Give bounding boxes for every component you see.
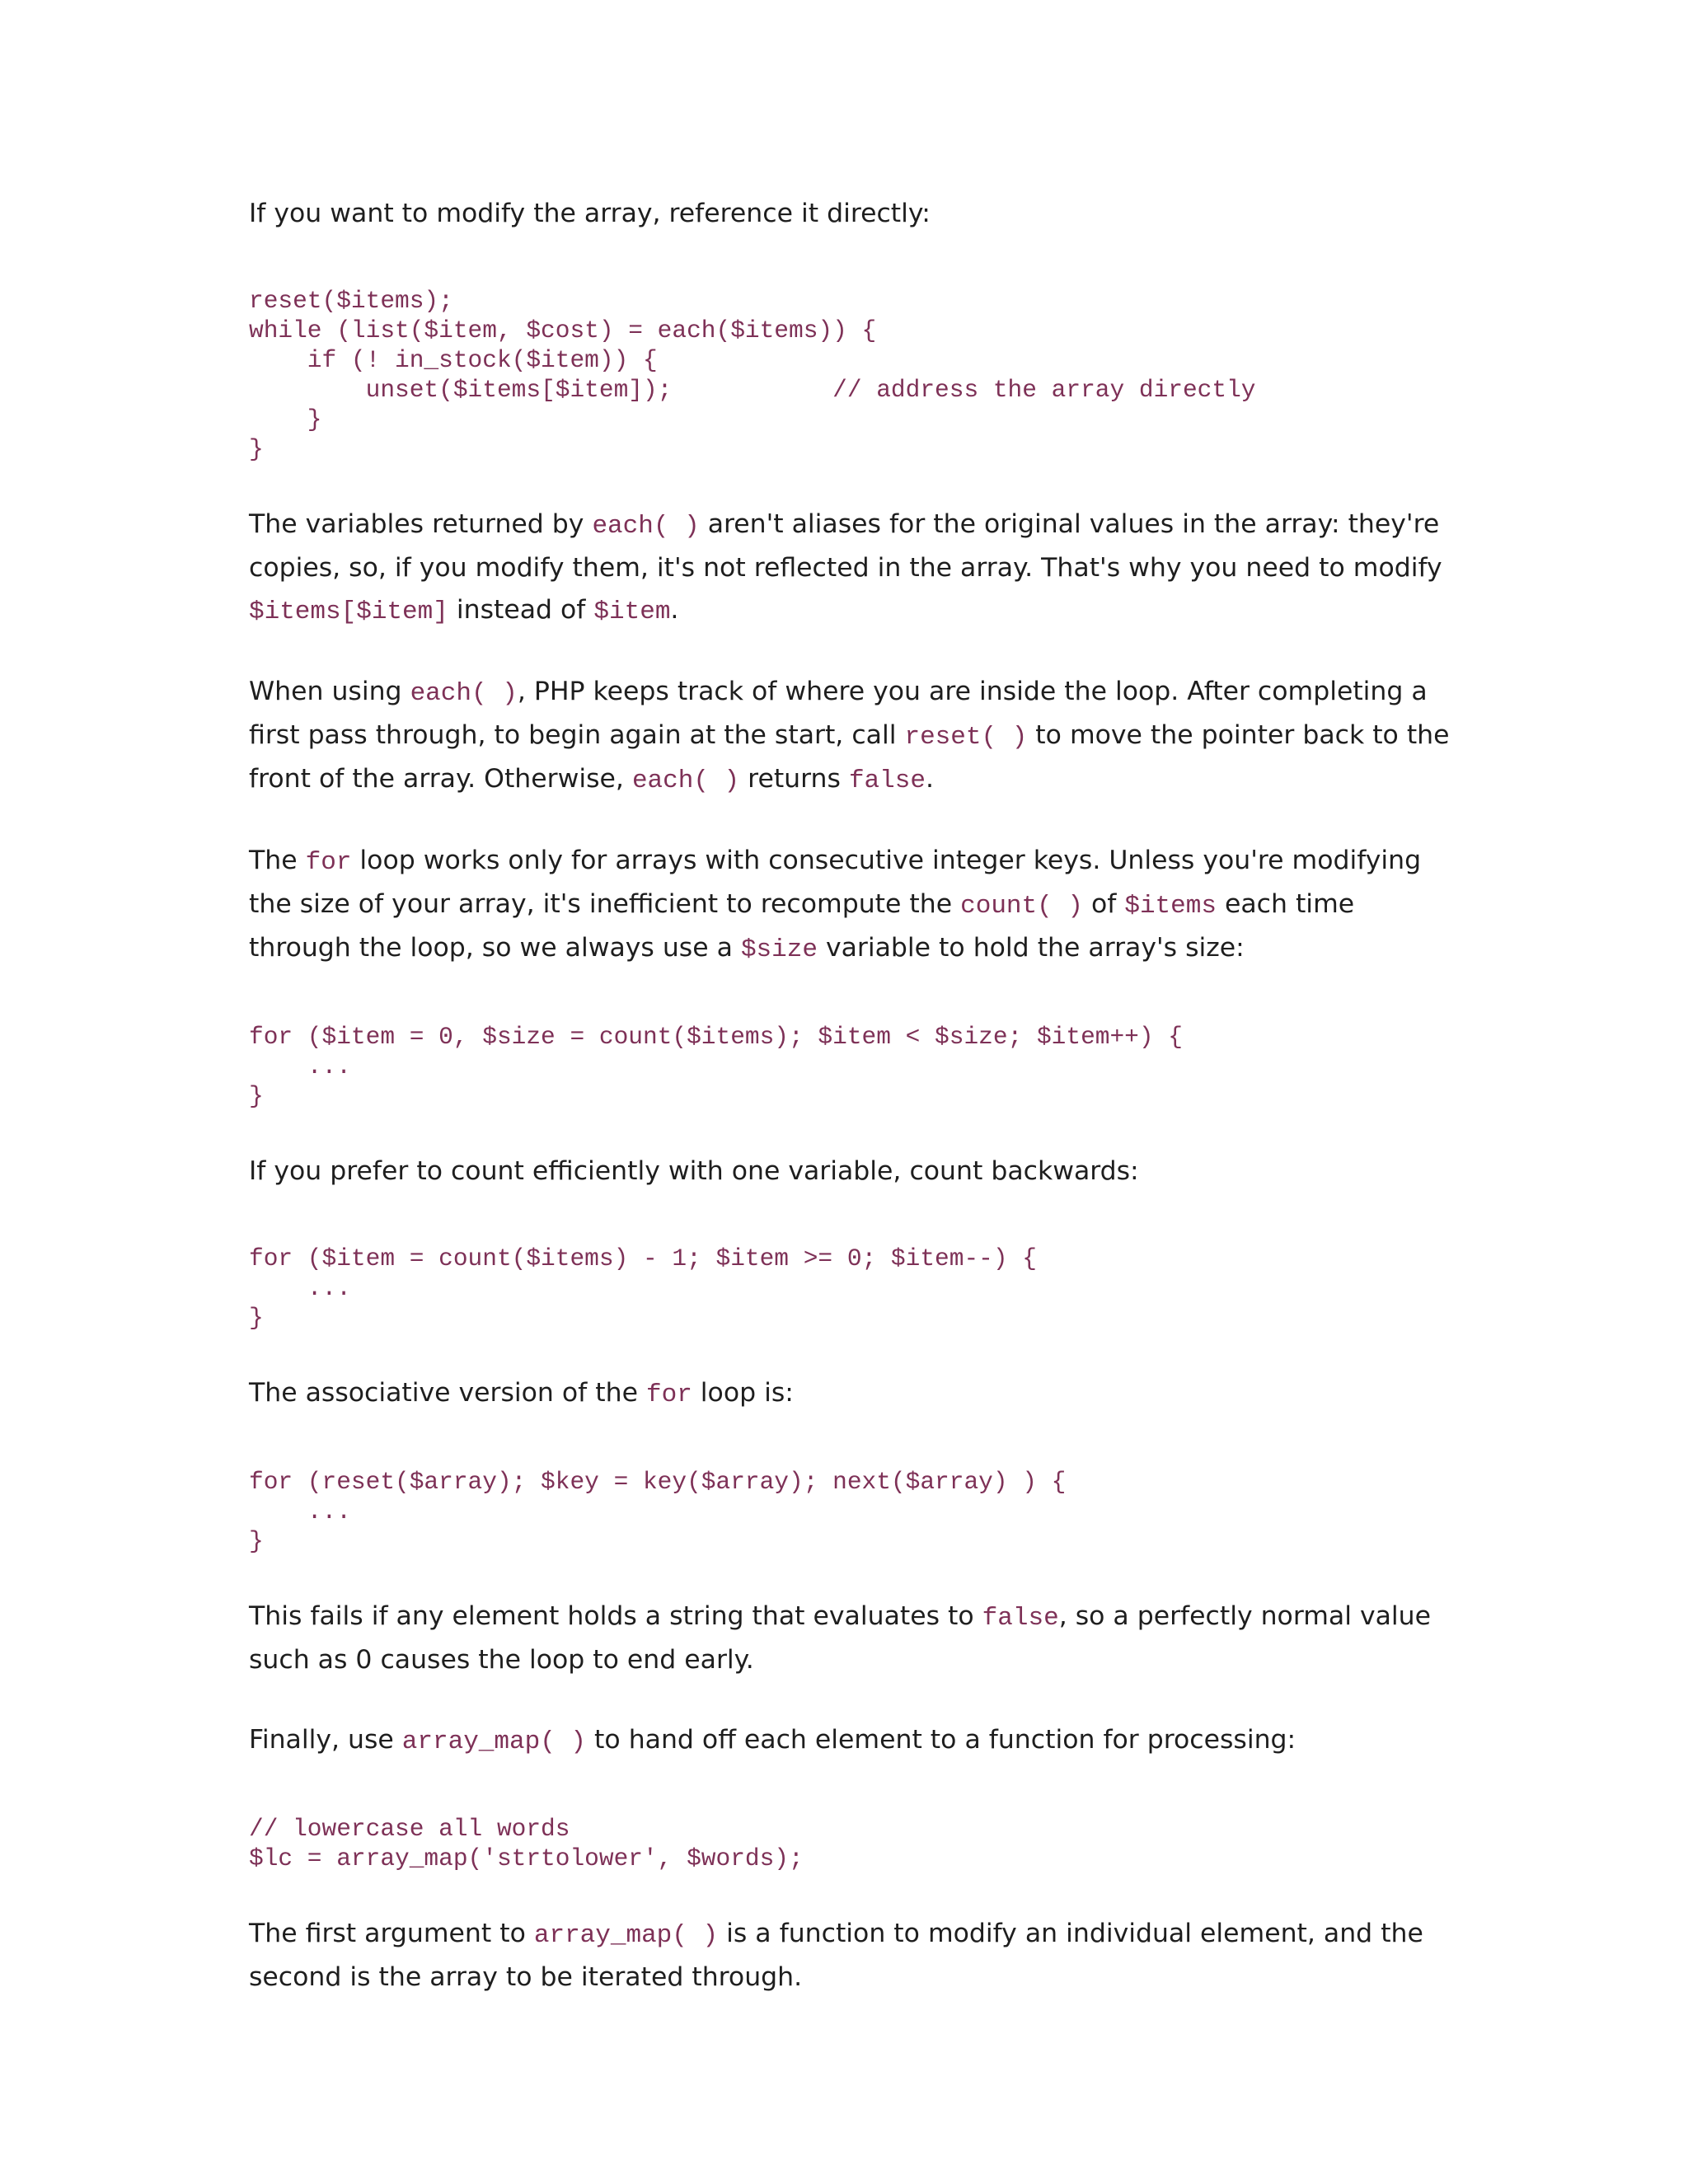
code-line: } (249, 405, 322, 434)
paragraph (249, 1913, 1452, 1999)
text-run: , so a perfectly normal value such as 0 causes the loop to end early. (249, 1601, 1432, 1675)
code-block (249, 1467, 1452, 1556)
code-line: } (249, 1527, 264, 1555)
inline-code: array_map( ) (401, 1727, 587, 1756)
text-run: each time through the loop, so we always use a (249, 889, 1355, 963)
text-run: If you want to modify the array, reference it directly: (249, 199, 931, 228)
inline-code: $items[$item] (249, 598, 448, 626)
inline-code: reset( ) (904, 723, 1028, 752)
spacer (249, 1681, 1452, 1719)
spacer (249, 1556, 1452, 1596)
text-run: to move the pointer back to the front of the array. Otherwise, (249, 720, 1450, 794)
paragraph (249, 1151, 1452, 1193)
paragraph (249, 193, 1452, 235)
inline-code: false (848, 766, 926, 795)
spacer (249, 802, 1452, 840)
code-line: for (reset($array); $key = key($array); next($array) ) { (249, 1468, 1067, 1496)
code-line: if (! in_stock($item)) { (249, 346, 658, 374)
spacer (249, 1193, 1452, 1244)
spacer (249, 1111, 1452, 1151)
inline-code: $size (740, 935, 818, 964)
code-line: ... (249, 1497, 351, 1526)
text-run: . (670, 595, 679, 625)
text-run: The variables returned by (249, 509, 593, 539)
spacer (249, 1873, 1452, 1913)
text-run: When using (249, 677, 410, 706)
paragraph (249, 671, 1452, 802)
code-line: ... (249, 1274, 351, 1302)
code-line: reset($items); (249, 287, 453, 315)
paragraph (249, 1596, 1452, 1681)
spacer (249, 971, 1452, 1022)
text-run: The first argument to (249, 1919, 534, 1948)
text-run: aren't aliases for the original values in the array: they're copies, so, if you modify them, it's not reflected in the array. That's why you need to modify (249, 509, 1442, 583)
text-run: loop works only for arrays with consecutive integer keys. Unless you're modifying the size of your array, it's inefficient to recompute the (249, 846, 1422, 919)
code-line: // lowercase all words (249, 1815, 570, 1843)
inline-code: $items (1124, 892, 1217, 921)
text-run: of (1082, 889, 1125, 919)
text-run: loop is: (692, 1378, 794, 1408)
code-line: while (list($item, $cost) = each($items)) { (249, 316, 877, 344)
code-line: unset($items[$item]); // address the array directly (249, 376, 1256, 404)
spacer (249, 464, 1452, 504)
spacer (249, 1333, 1452, 1372)
code-line: } (249, 1082, 264, 1110)
inline-code: for (305, 848, 352, 877)
spacer (249, 235, 1452, 286)
inline-code: $item (593, 598, 671, 626)
paragraph (249, 840, 1452, 971)
code-line: $lc = array_map('strtolower', $words); (249, 1844, 804, 1872)
text-run: instead of (448, 595, 594, 625)
paragraph (249, 504, 1452, 633)
inline-code: each( ) (410, 679, 518, 708)
spacer (249, 633, 1452, 671)
code-block (249, 286, 1452, 464)
inline-code: array_map( ) (533, 1921, 719, 1950)
text-run: If you prefer to count efficiently with one variable, count backwards: (249, 1156, 1139, 1186)
paragraph (249, 1719, 1452, 1763)
text-run: is a function to modify an individual element, and the second is the array to be iterated through. (249, 1919, 1423, 1992)
inline-code: each( ) (631, 766, 740, 795)
text-run: Finally, use (249, 1725, 402, 1755)
text-run: . (925, 764, 934, 794)
code-line: for ($item = count($items) - 1; $item >= 0; $item--) { (249, 1244, 1037, 1272)
inline-code: count( ) (960, 892, 1083, 921)
inline-code: each( ) (592, 512, 700, 541)
text-run: The (249, 846, 306, 875)
inline-code: for (645, 1380, 692, 1409)
text-run: returns (739, 764, 849, 794)
text-run: The associative version of the (249, 1378, 646, 1408)
code-block (249, 1244, 1452, 1333)
spacer (249, 1763, 1452, 1814)
code-line: for ($item = 0, $size = count($items); $item < $size; $item++) { (249, 1023, 1183, 1051)
code-line: } (249, 1304, 264, 1332)
code-block (249, 1814, 1452, 1873)
text-run: to hand off each element to a function for processing: (586, 1725, 1296, 1755)
code-line: ... (249, 1052, 351, 1080)
code-block (249, 1022, 1452, 1111)
paragraph (249, 1372, 1452, 1416)
document-page (249, 193, 1452, 1999)
spacer (249, 1416, 1452, 1467)
text-run: variable to hold the array's size: (817, 933, 1245, 963)
text-run: This fails if any element holds a string that evaluates to (249, 1601, 982, 1631)
inline-code: false (982, 1604, 1059, 1633)
code-line: } (249, 435, 264, 463)
text-run: , PHP keeps track of where you are inside the loop. After completing a first pass through, to begin again at the start, call (249, 677, 1428, 750)
